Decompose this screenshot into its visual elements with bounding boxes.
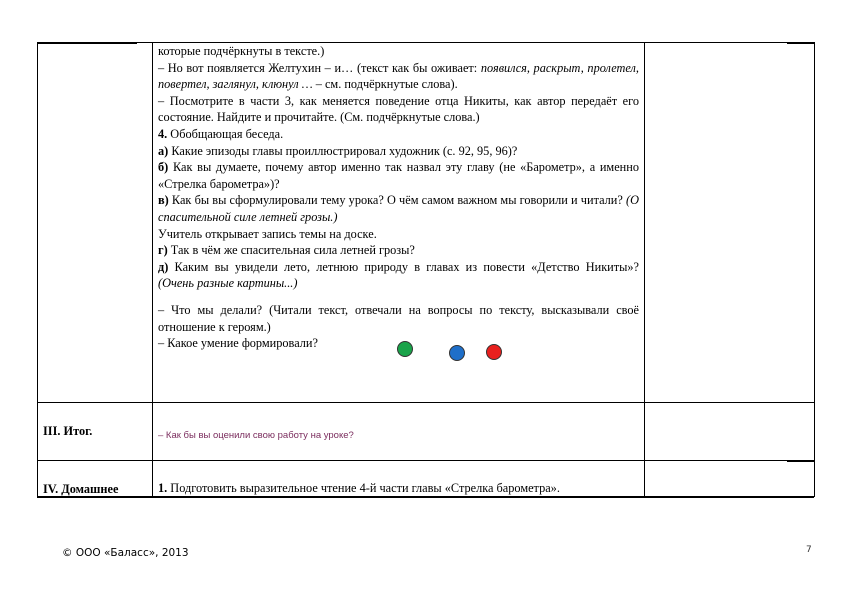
copyright-footer: © ООО «Баласс», 2013	[62, 547, 189, 559]
question-label: а)	[158, 143, 169, 158]
row-divider-2-right	[787, 460, 814, 462]
italic-words: появился, раскрыт, пролетел, повертел, заглянул, клюнул …	[158, 60, 639, 92]
question-text: Каким вы увидели лето, летнюю природу в главах из повести «Детство Никиты»?	[168, 259, 639, 274]
column-line-2	[152, 42, 153, 497]
section-number: 4.	[158, 126, 168, 141]
question-text: Как бы вы сформулировали тему урока? О чём самом важном мы говорили и читали?	[168, 193, 627, 208]
content-line	[158, 93, 639, 126]
final-question-1	[158, 302, 639, 335]
red-circle-icon	[486, 344, 502, 360]
column-line-right	[814, 42, 815, 497]
text-line: – Что мы делали? (Читали текст, отвечали на вопросы по тексту, высказывали своё отношение к героям.)	[158, 302, 639, 334]
question-d	[158, 259, 639, 292]
question-label: д)	[158, 259, 169, 274]
lesson-content	[158, 43, 639, 352]
text-line: – Посмотрите в части 3, как меняется поведение отца Никиты, как автор передаёт его состояние. Найдите и прочитайте. (См. подчёркнутые слова.)	[158, 93, 639, 125]
question-text: Какие эпизоды главы проиллюстрировал художник (с. 92, 95, 96)?	[168, 143, 518, 158]
text-line: – Какое умение формировали?	[158, 336, 318, 351]
blue-circle-icon	[449, 345, 465, 361]
question-answer: (Очень разные картины...)	[158, 276, 298, 291]
teacher-note	[158, 226, 639, 243]
text-line: которые подчёркнуты в тексте.)	[158, 44, 325, 58]
homework-number: 1.	[158, 481, 168, 495]
itog-question: – Как бы вы оценили свою работу на уроке?	[158, 430, 354, 441]
column-line-3	[644, 42, 645, 497]
question-label: б)	[158, 160, 169, 175]
section-title: Обобщающая беседа.	[167, 126, 284, 141]
column-line-left	[37, 42, 38, 497]
question-a	[158, 143, 639, 160]
question-label: г)	[158, 243, 168, 258]
question-g	[158, 242, 639, 259]
spacer	[158, 292, 639, 302]
text-span: – см. подчёркнутые слова).	[312, 77, 458, 92]
row-divider-1	[37, 402, 814, 403]
text-span: – Но вот появляется Желтухин – и… (текст как бы оживает:	[158, 60, 481, 75]
homework-text: Подготовить выразительное чтение 4-й части главы «Стрелка барометра».	[167, 481, 560, 495]
homework-item	[158, 481, 560, 496]
table-top-border-right	[787, 42, 814, 44]
table-bottom-border	[37, 496, 814, 498]
row-divider-2	[37, 460, 814, 461]
question-label: в)	[158, 193, 169, 208]
text-line: Учитель открывает запись темы на доске.	[158, 226, 377, 241]
question-b	[158, 159, 639, 192]
question-v	[158, 192, 639, 225]
row-label-itog: III. Итог.	[43, 424, 93, 438]
row-label-homework: IV. Домашнее	[43, 482, 119, 496]
question-answer: (О спасительной силе летней грозы.)	[158, 193, 639, 224]
green-circle-icon	[397, 341, 413, 357]
content-line	[158, 43, 639, 60]
table-top-border	[37, 42, 137, 44]
section-heading	[158, 126, 639, 143]
question-text: Так в чём же спасительная сила летней грозы?	[167, 243, 415, 258]
question-text: Как вы думаете, почему автор именно так назвал эту главу (не «Барометр», а именно «Стрелка барометра»)?	[158, 160, 639, 191]
content-line	[158, 60, 639, 93]
page-number: 7	[806, 545, 812, 555]
